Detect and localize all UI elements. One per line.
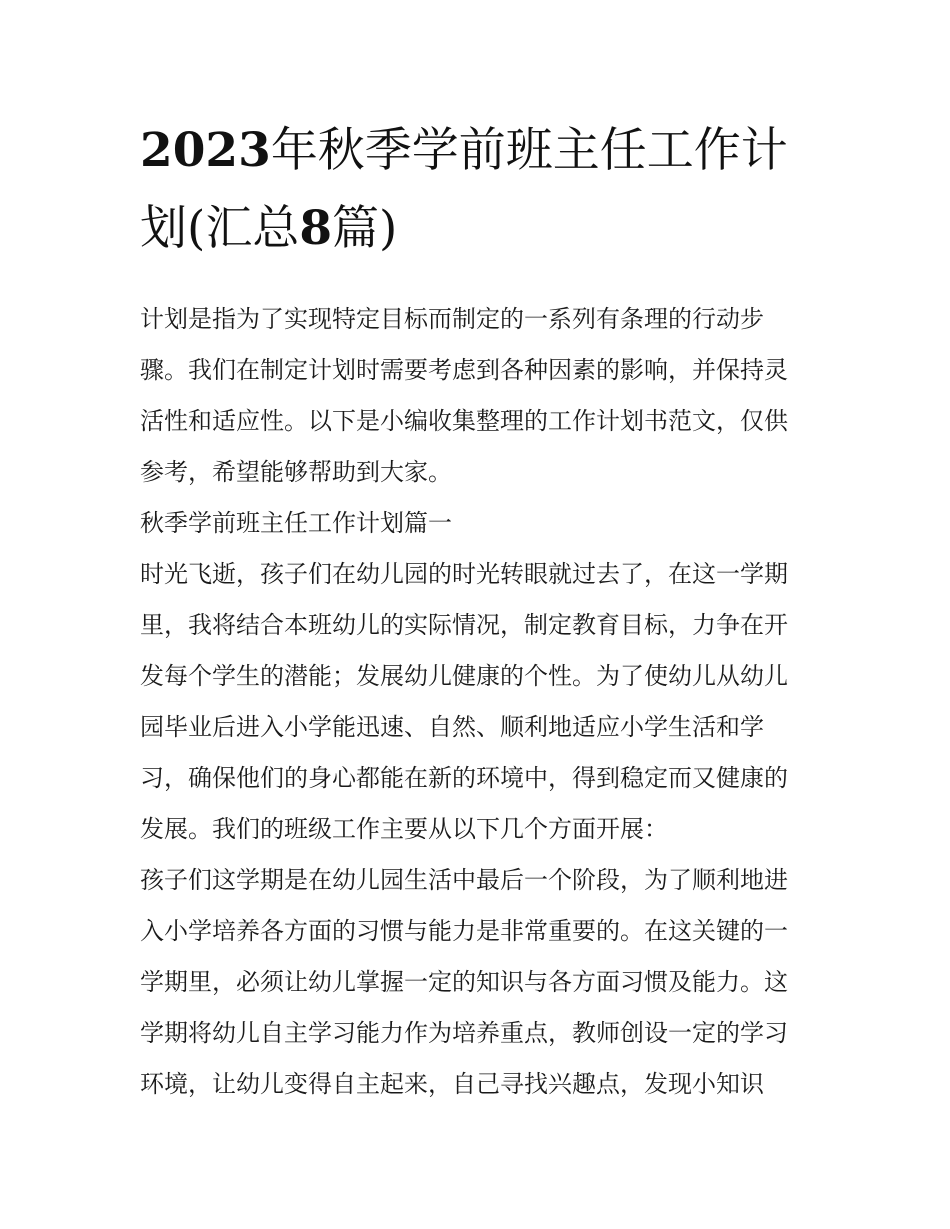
paragraph-line: 发展。我们的班级工作主要从以下几个方面开展：: [140, 815, 668, 843]
title-year: 2023: [140, 123, 271, 178]
title-text-1: 年秋季学前班主任工作计: [270, 123, 788, 178]
section-heading: 秋季学前班主任工作计划篇一: [140, 509, 452, 537]
intro-line: 计划是指为了实现特定目标而制定的一系列有条理的行动步: [140, 305, 764, 333]
intro-line: 骤。我们在制定计划时需要考虑到各种因素的影响，并保持灵: [140, 356, 788, 384]
intro-line: 活性和适应性。以下是小编收集整理的工作计划书范文，仅供: [140, 407, 788, 435]
paragraph-line: 学期里，必须让幼儿掌握一定的知识与各方面习惯及能力。这: [140, 968, 788, 996]
paragraph-line: 里，我将结合本班幼儿的实际情况，制定教育目标，力争在开: [140, 611, 788, 639]
paragraph-line: 孩子们这学期是在幼儿园生活中最后一个阶段，为了顺利地进: [140, 866, 788, 894]
document-body: [140, 294, 816, 1110]
paragraph-line: 发每个学生的潜能；发展幼儿健康的个性。为了使幼儿从幼儿: [140, 662, 788, 690]
paragraph-1: [140, 549, 816, 855]
paragraph-line: 时光飞逝，孩子们在幼儿园的时光转眼就过去了，在这一学期: [140, 560, 788, 588]
paragraph-line: 学期将幼儿自主学习能力作为培养重点，教师创设一定的学习: [140, 1019, 788, 1047]
paragraph-line: 入小学培养各方面的习惯与能力是非常重要的。在这关键的一: [140, 917, 788, 945]
title-line-1: [140, 112, 816, 190]
title-line-2: [140, 190, 816, 268]
title-text-2-post: 篇): [332, 201, 398, 256]
intro-line: 参考，希望能够帮助到大家。: [140, 458, 452, 486]
paragraph-2: [140, 855, 816, 1110]
intro-paragraph: [140, 294, 816, 498]
document-content: [140, 112, 816, 1110]
paragraph-line: 环境，让幼儿变得自主起来，自己寻找兴趣点，发现小知识: [140, 1070, 764, 1098]
paragraph-line: 园毕业后进入小学能迅速、自然、顺利地适应小学生活和学: [140, 713, 764, 741]
title-text-2-pre: 划(汇总: [140, 201, 300, 256]
document-title: [140, 112, 816, 268]
paragraph-line: 习，确保他们的身心都能在新的环境中，得到稳定而又健康的: [140, 764, 788, 792]
title-count: 8: [299, 201, 333, 256]
